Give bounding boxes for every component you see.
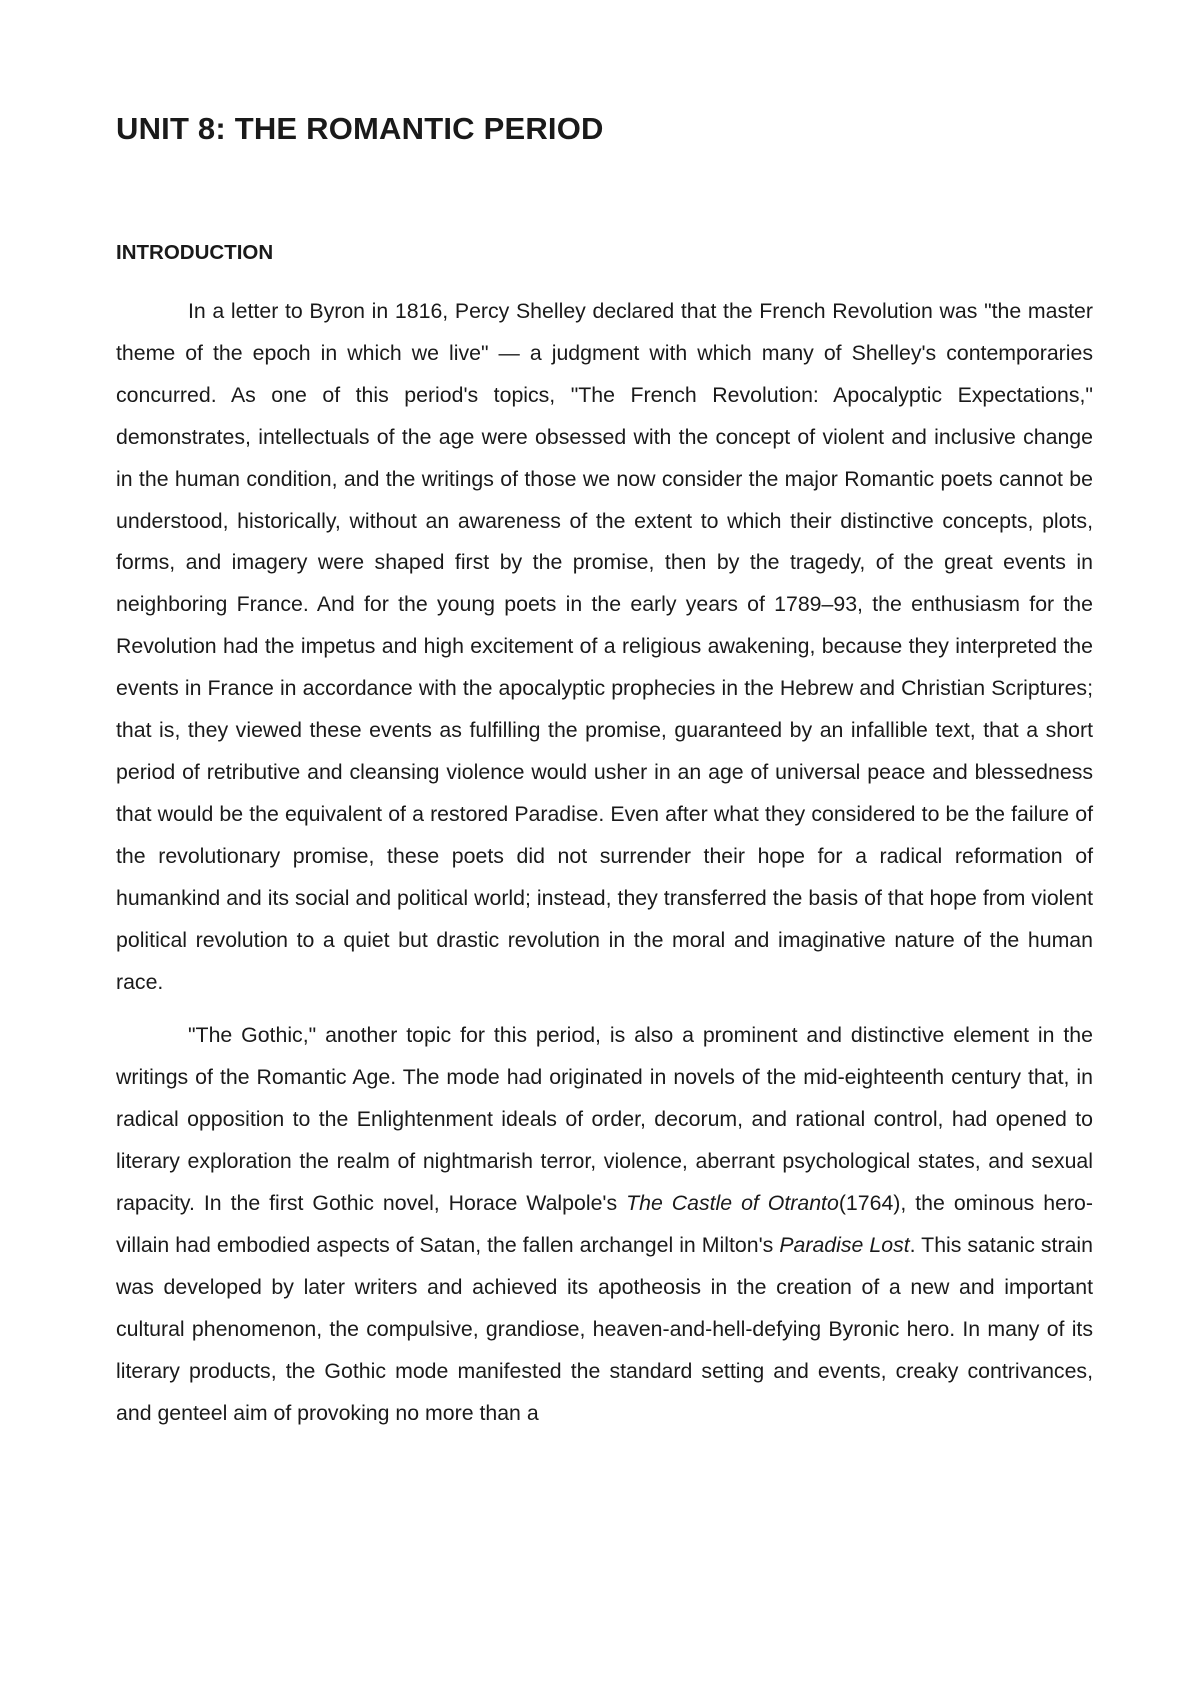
paragraph-gothic-text-3: . This satanic strain was developed by later writers and achieved its apotheosis in the creation of a new and important cultural phenomenon, the compulsive, grandiose, heaven-and-hell-defying Byronic hero. In many of its literary products, the Gothic mode manifested the standard setting and events, creaky contrivances, and genteel aim of provoking no more than a xyxy=(116,1232,1093,1425)
work-title-castle-of-otranto: The Castle of Otranto xyxy=(626,1191,839,1216)
body-text xyxy=(116,291,1093,1446)
paragraph-gothic xyxy=(116,1015,1093,1434)
work-title-paradise-lost: Paradise Lost xyxy=(779,1232,910,1257)
paragraph-gothic-text-2: (1764), the ominous hero-villain had embodied aspects of Satan, the fallen archangel in Milton's xyxy=(116,1191,1093,1257)
paragraph-french-revolution: In a letter to Byron in 1816, Percy Shelley declared that the French Revolution was "the master theme of the epoch in which we live" — a judgment with which many of Shelley's contemporaries concurred. As one of this period's topics, "The French Revolution: Apocalyptic Expectations," demonstrates, intellectuals of the age were obsessed with the concept of violent and inclusive change in the human condition, and the writings of those we now consider the major Romantic poets cannot be understood, historically, without an awareness of the extent to which their distinctive concepts, plots, forms, and imagery were shaped first by the promise, then by the tragedy, of the great events in neighboring France. And for the young poets in the early years of 1789–93, the enthusiasm for the Revolution had the impetus and high excitement of a religious awakening, because they interpreted the events in France in accordance with the apocalyptic prophecies in the Hebrew and Christian Scriptures; that is, they viewed these events as fulfilling the promise, guaranteed by an infallible text, that a short period of retributive and cleansing violence would usher in an age of universal peace and blessedness that would be the equivalent of a restored Paradise. Even after what they considered to be the failure of the revolutionary promise, these poets did not surrender their hope for a radical reformation of humankind and its social and political world; instead, they transferred the basis of that hope from violent political revolution to a quiet but drastic revolution in the moral and imaginative nature of the human race. xyxy=(116,299,1093,994)
unit-title: UNIT 8: THE ROMANTIC PERIOD xyxy=(116,111,604,146)
paragraph-gothic-text-1: "The Gothic," another topic for this period, is also a prominent and distinctive element in the writings of the Romantic Age. The mode had originated in novels of the mid-eighteenth century that, in radical opposition to the Enlightenment ideals of order, decorum, and rational control, had opened to literary exploration the realm of nightmarish terror, violence, aberrant psychological states, and sexual rapacity. In the first Gothic novel, Horace Walpole's xyxy=(116,1023,1093,1216)
section-heading-introduction: INTRODUCTION xyxy=(116,241,274,264)
